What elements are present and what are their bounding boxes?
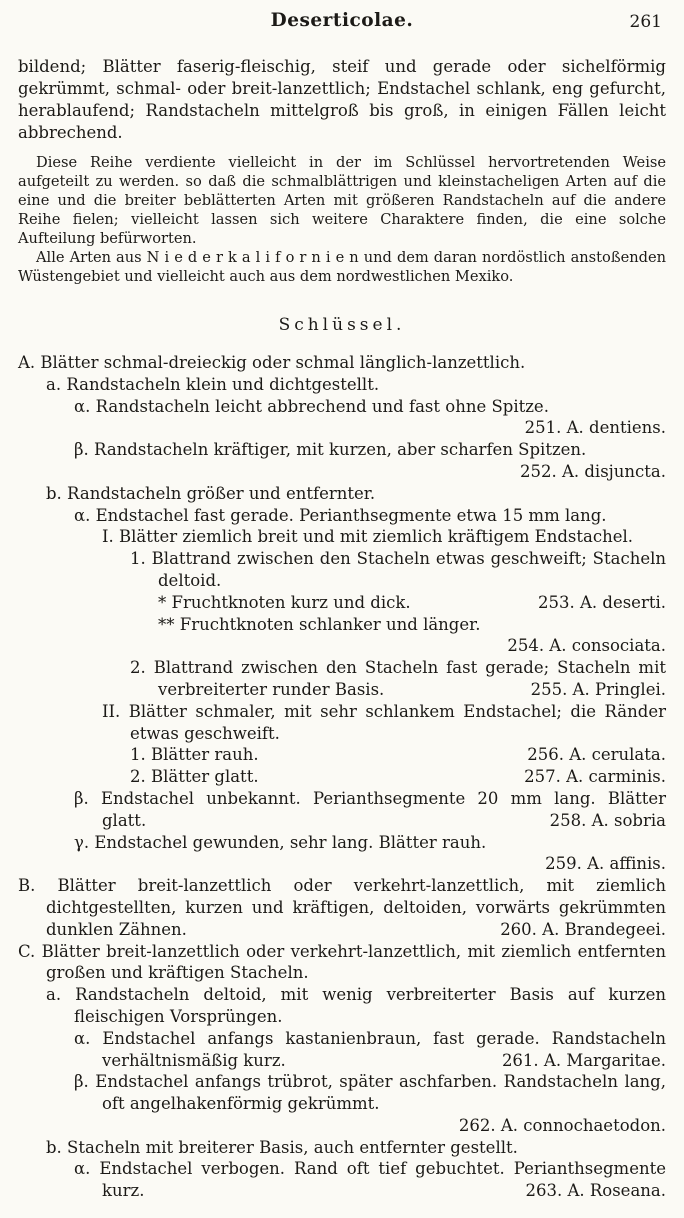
- species-ref: 254. A. consociata.: [507, 636, 666, 656]
- key-items: [18, 352, 666, 1202]
- species-ref: 262. A. connochaetodon.: [458, 1115, 666, 1135]
- species-line: [102, 417, 666, 439]
- key-item: [46, 1137, 666, 1159]
- key-item-text: 1. Blätter rauh.: [130, 745, 259, 765]
- page-number: 261: [629, 12, 662, 32]
- key-item-text: a. Randstacheln deltoid, mit wenig verbreiterter Basis auf kurzen fleischigen Vorsprüngen.: [46, 985, 666, 1026]
- key-item: [18, 875, 666, 940]
- key-item-text: 2. Blätter glatt.: [130, 767, 259, 787]
- species-ref: 258. A. sobria: [549, 810, 666, 830]
- species-ref: 252. A. disjuncta.: [519, 461, 666, 481]
- species-line: [102, 1115, 666, 1137]
- key-item: [158, 614, 666, 658]
- key-item-text: α. Endstachel fast gerade. Perianthsegmente etwa 15 mm lang.: [74, 505, 607, 525]
- species-ref: 253. A. deserti.: [538, 592, 666, 612]
- key-title: Schlüssel.: [278, 315, 406, 335]
- note-paragraph: Diese Reihe verdiente vielleicht in der im Schlüssel hervortretenden Weise aufgeteilt zu werden. so daß die schmalblättrigen und kleinstacheligen Arten auf die eine und die breiter beblätterten Arten mit größeren Randstacheln auf die andere Reihe fielen; vielleicht lassen sich weitere Charaktere finden, die eine solche Aufteilung befürworten.: [18, 154, 666, 247]
- key-item-text: C. Blätter breit-lanzettlich oder verkehrt-lanzettlich, mit ziemlich entfernten großen und kräftigen Stacheln.: [18, 941, 666, 983]
- species-line: [186, 635, 666, 657]
- key-item-text: a. Randstacheln klein und dichtgestellt.: [46, 374, 380, 394]
- key-item-text: II. Blätter schmaler, mit sehr schlankem Endstachel; die Ränder etwas geschweift.: [102, 701, 666, 743]
- running-head: Deserticolae.: [270, 10, 414, 31]
- key-item: [158, 592, 666, 614]
- key-item: [74, 396, 666, 440]
- key-item-text: β. Endstachel anfangs trübrot, später aschfarben. Randstacheln lang, oft angelhakenförmig gekrümmt.: [74, 1072, 666, 1114]
- species-line: [102, 853, 666, 875]
- key-item: [130, 657, 666, 701]
- key-item-text: α. Randstacheln leicht abbrechend und fast ohne Spitze.: [74, 396, 549, 416]
- species-ref: 256. A. cerulata.: [527, 745, 666, 765]
- key-item: [74, 439, 666, 483]
- key-item-text: 1. Blattrand zwischen den Stacheln etwas geschweift; Stacheln deltoid.: [130, 549, 666, 590]
- species-line: [102, 461, 666, 483]
- key-item: [18, 941, 666, 985]
- key-item-text: γ. Endstachel gewunden, sehr lang. Blätter rauh.: [74, 832, 487, 852]
- key-item: [46, 483, 666, 505]
- key-item: [130, 744, 666, 766]
- key-item-text: b. Randstacheln größer und entfernter.: [46, 483, 376, 503]
- key-item: [130, 548, 666, 592]
- key-item: [74, 1028, 666, 1072]
- key-item: [74, 832, 666, 876]
- key-item: [102, 701, 666, 745]
- key-item-text: 2. Blattrand zwischen den Stacheln fast gerade; Stacheln mit verbreiterter runder Basis.: [130, 658, 666, 699]
- key-item-text: ** Fruchtknoten schlanker und länger.: [158, 614, 481, 634]
- species-ref: 260. A. Brandegeei.: [500, 919, 666, 939]
- key-item: [46, 984, 666, 1028]
- key-item-text: α. Endstachel anfangs kastanienbraun, fast gerade. Randstacheln verhältnismäßig kurz.: [74, 1028, 666, 1070]
- species-ref: 251. A. dentiens.: [524, 418, 666, 438]
- key-item: [74, 1158, 666, 1202]
- key-item: [46, 374, 666, 396]
- key-item-text: b. Stacheln mit breiterer Basis, auch entfernter gestellt.: [46, 1137, 518, 1157]
- species-ref: 263. A. Roseana.: [525, 1181, 666, 1201]
- key-item: [18, 352, 666, 374]
- species-ref: 259. A. affinis.: [545, 854, 666, 874]
- key-item-text: * Fruchtknoten kurz und dick.: [158, 592, 411, 612]
- intro-paragraph: bildend; Blätter faserig-fleischig, steif und gerade oder sichelförmig gekrümmt, schmal- oder breit-lanzettlich; Endstachel schlank, eng gefurcht, herablaufend; Randstacheln mittelgroß bis groß, in einigen Fällen leicht abbrechend.: [18, 57, 666, 142]
- key-item: [130, 766, 666, 788]
- key-item: [74, 788, 666, 832]
- key-item-text: α. Endstachel verbogen. Rand oft tief gebuchtet. Perianthsegmente kurz.: [74, 1159, 666, 1201]
- key-item-text: I. Blätter ziemlich breit und mit ziemlich kräftigem Endstachel.: [102, 527, 634, 547]
- species-ref: 255. A. Pringlei.: [530, 679, 666, 699]
- key-item-text: A. Blätter schmal-dreieckig oder schmal länglich-lanzettlich.: [18, 353, 526, 372]
- key-item: [74, 505, 666, 527]
- distribution-paragraph: Alle Arten aus N i e d e r k a l i f o r n i e n und dem daran nordöstlich anstoßenden Wüstengebiet und vielleicht auch aus dem nordwestlichen Mexiko.: [18, 249, 666, 285]
- key-item-text: B. Blätter breit-lanzettlich oder verkehrt-lanzettlich, mit ziemlich dichtgestellten, kurzen und kräftigen, deltoiden, vorwärts gekrümmten dunklen Zähnen.: [18, 876, 666, 939]
- key-item: [102, 526, 666, 548]
- key-item-text: β. Randstacheln kräftiger, mit kurzen, aber scharfen Spitzen.: [74, 440, 587, 460]
- key-item: [74, 1071, 666, 1136]
- species-ref: 257. A. carminis.: [524, 767, 666, 787]
- key-item-text: β. Endstachel unbekannt. Perianthsegmente 20 mm lang. Blätter glatt.: [74, 788, 666, 830]
- page-header: [18, 10, 666, 34]
- species-ref: 261. A. Margaritae.: [501, 1050, 666, 1070]
